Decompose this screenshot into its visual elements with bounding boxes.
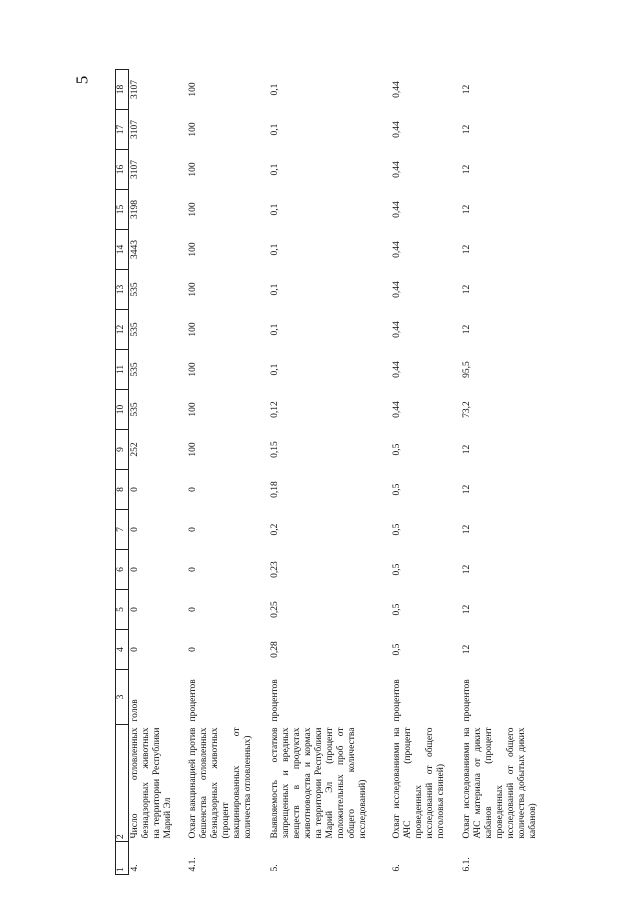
value-cell: 3107: [130, 120, 140, 139]
table-row: [129, 70, 188, 875]
header-row: [116, 70, 129, 875]
value-cell: 0,15: [270, 441, 280, 458]
unit-cell: процентов: [462, 679, 472, 722]
table-row: [461, 70, 547, 875]
value-cell: 0: [130, 567, 140, 572]
unit-cell: процентов: [392, 679, 402, 722]
value-cell: 3107: [130, 80, 140, 99]
value-cell: 535: [130, 282, 140, 297]
unit-cell: голов: [130, 699, 140, 722]
value-cell: 100: [188, 282, 198, 297]
rotated-table-container: [115, 75, 538, 875]
value-cell: 0,44: [392, 161, 402, 178]
column-header: 9: [116, 430, 129, 470]
value-cell: 12: [462, 524, 472, 535]
value-cell: 0,1: [270, 203, 280, 216]
value-cell: 0,1: [270, 163, 280, 176]
value-cell: 100: [188, 242, 198, 257]
value-cell: 0: [130, 607, 140, 612]
value-cell: 0: [130, 527, 140, 532]
column-header: 8: [116, 470, 129, 510]
column-header: 1: [116, 842, 129, 875]
value-cell: 12: [462, 644, 472, 655]
value-cell: 100: [188, 362, 198, 377]
column-header: 4: [116, 630, 129, 670]
value-cell: 252: [130, 442, 140, 457]
table-row: [391, 70, 461, 875]
value-cell: 0,25: [270, 601, 280, 618]
value-cell: 0,44: [392, 281, 402, 298]
value-cell: 0,44: [392, 81, 402, 98]
table-body: [129, 70, 548, 875]
value-cell: 0,44: [392, 361, 402, 378]
value-cell: 0: [188, 527, 198, 532]
value-cell: 0,5: [392, 523, 402, 536]
column-header: 15: [116, 190, 129, 230]
indicator-name-cell: Охват исследованиями на АЧС материала от диких кабанов (процент проведенных исследований от общего количества добытых диких кабанов): [462, 727, 538, 839]
value-cell: 0,1: [270, 123, 280, 136]
value-cell: 0,44: [392, 201, 402, 218]
column-header: 6: [116, 550, 129, 590]
data-table: [115, 69, 547, 875]
value-cell: 12: [462, 484, 472, 495]
row-number-cell: 4.: [130, 864, 140, 872]
value-cell: 0: [130, 647, 140, 652]
column-header: 5: [116, 590, 129, 630]
value-cell: 12: [462, 564, 472, 575]
unit-cell: процентов: [270, 679, 280, 722]
value-cell: 535: [130, 402, 140, 417]
value-cell: 3107: [130, 160, 140, 179]
column-header: 2: [116, 725, 129, 842]
value-cell: 12: [462, 84, 472, 95]
value-cell: 0,12: [270, 401, 280, 418]
indicator-name-cell: Охват исследованиями на АЧС (процент проведенных исследований от общего поголовья свиней): [392, 727, 446, 839]
value-cell: 0,1: [270, 283, 280, 296]
value-cell: 0,18: [270, 481, 280, 498]
column-header: 18: [116, 70, 129, 110]
value-cell: 3443: [130, 240, 140, 259]
value-cell: 100: [188, 82, 198, 97]
value-cell: 95,5: [462, 361, 472, 378]
value-cell: 100: [188, 162, 198, 177]
value-cell: 535: [130, 322, 140, 337]
value-cell: 0,5: [392, 603, 402, 616]
row-number-cell: 6.: [392, 864, 402, 872]
value-cell: 12: [462, 444, 472, 455]
table-row: [269, 70, 391, 875]
value-cell: 0,44: [392, 241, 402, 258]
value-cell: 0,5: [392, 563, 402, 576]
value-cell: 0,5: [392, 443, 402, 456]
unit-cell: процентов: [188, 679, 198, 722]
value-cell: 100: [188, 122, 198, 137]
value-cell: 0,44: [392, 321, 402, 338]
table-row: [187, 70, 269, 875]
value-cell: 12: [462, 164, 472, 175]
value-cell: 0,1: [270, 83, 280, 96]
value-cell: 0,23: [270, 561, 280, 578]
value-cell: 12: [462, 244, 472, 255]
value-cell: 100: [188, 322, 198, 337]
value-cell: 12: [462, 604, 472, 615]
value-cell: 0,1: [270, 243, 280, 256]
value-cell: 12: [462, 324, 472, 335]
column-header: 11: [116, 350, 129, 390]
value-cell: 0,5: [392, 643, 402, 656]
value-cell: 0: [188, 487, 198, 492]
value-cell: 12: [462, 284, 472, 295]
column-header: 16: [116, 150, 129, 190]
value-cell: 0: [188, 647, 198, 652]
value-cell: 100: [188, 442, 198, 457]
indicator-name-cell: Охват вакцинацией против бешенства отловленных безнадзорных животных (процент вакцинированных от количества отловленных): [188, 727, 253, 839]
column-header: 12: [116, 310, 129, 350]
value-cell: 100: [188, 402, 198, 417]
column-header: 10: [116, 390, 129, 430]
value-cell: 12: [462, 204, 472, 215]
row-number-cell: 4.1.: [188, 857, 198, 872]
value-cell: 100: [188, 202, 198, 217]
row-number-cell: 6.1.: [462, 857, 472, 872]
value-cell: 0: [188, 567, 198, 572]
value-cell: 3198: [130, 200, 140, 219]
value-cell: 0,1: [270, 323, 280, 336]
value-cell: 535: [130, 362, 140, 377]
value-cell: 0: [188, 607, 198, 612]
indicator-name-cell: Число отловленных безнадзорных животных на территории Республики Марий Эл: [130, 727, 173, 839]
row-number-cell: 5.: [270, 864, 280, 872]
value-cell: 73,2: [462, 401, 472, 418]
indicator-name-cell: Выявляемость остатков запрещенных и вредных веществ в продуктах животноводства и кормах на территории Республики Марий Эл (процент положительных проб от общего количества исследований): [270, 727, 368, 839]
value-cell: 0,1: [270, 363, 280, 376]
value-cell: 0,44: [392, 121, 402, 138]
value-cell: 0,28: [270, 641, 280, 658]
value-cell: 0,5: [392, 483, 402, 496]
column-header: 7: [116, 510, 129, 550]
page-number: 5: [72, 75, 92, 85]
value-cell: 0,2: [270, 523, 280, 536]
column-header: 17: [116, 110, 129, 150]
column-header: 14: [116, 230, 129, 270]
value-cell: 0: [130, 487, 140, 492]
column-header: 3: [116, 670, 129, 725]
value-cell: 0,44: [392, 401, 402, 418]
value-cell: 12: [462, 124, 472, 135]
column-header: 13: [116, 270, 129, 310]
